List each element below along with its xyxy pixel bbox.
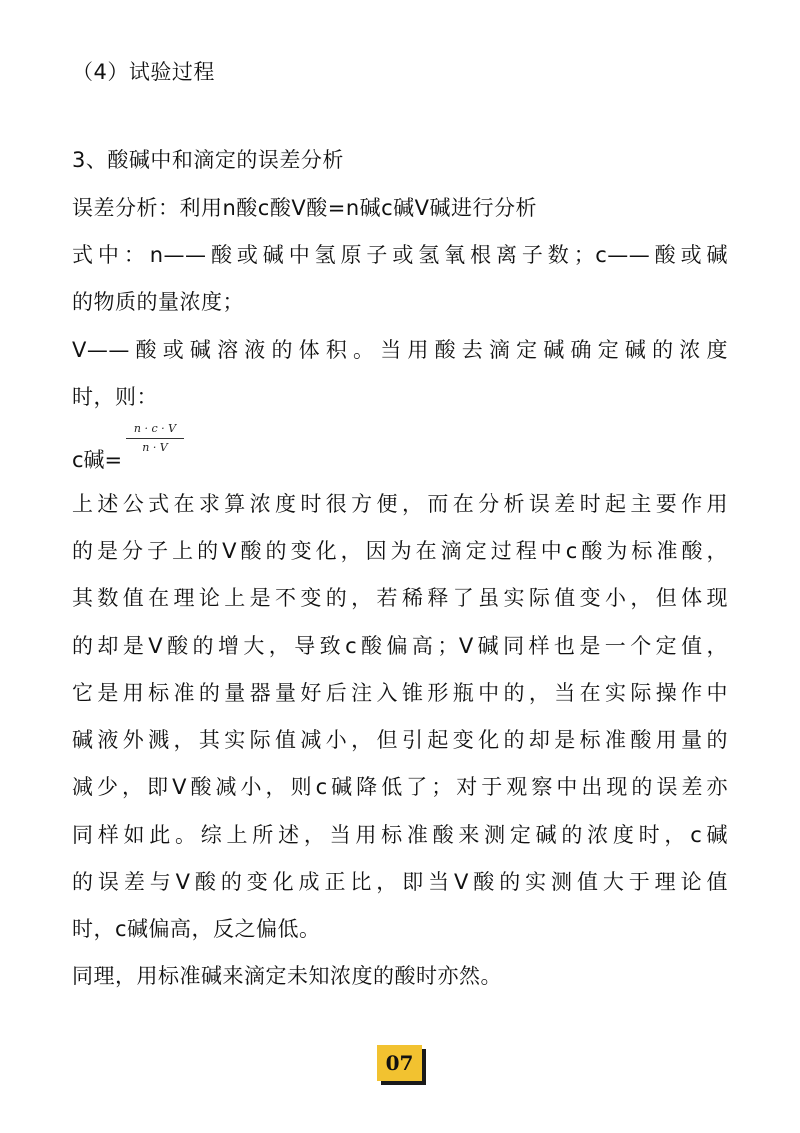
formula-lhs: c碱= bbox=[72, 448, 123, 472]
text-line: 时，则： bbox=[72, 385, 158, 409]
page-number-badge: 07 bbox=[377, 1045, 422, 1081]
paragraph-line: 碱液外溅，其实际值减小，但引起变化的却是标准酸用量的 bbox=[72, 728, 728, 752]
paragraph-line: 减少，即V酸减小，则c碱降低了；对于观察中出现的误差亦 bbox=[72, 775, 728, 799]
concentration-formula bbox=[72, 420, 212, 476]
subsection-heading: （4）试验过程 bbox=[72, 60, 215, 84]
paragraph-line: 时，c碱偏高，反之偏低。 bbox=[72, 917, 321, 941]
closing-line: 同理，用标准碱来滴定未知浓度的酸时亦然。 bbox=[72, 964, 502, 988]
text-line: 误差分析：利用n酸c酸V酸=n碱c碱V碱进行分析 bbox=[72, 196, 538, 220]
text-line: 式中：n——酸或碱中氢原子或氢氧根离子数；c——酸或碱 bbox=[72, 243, 728, 267]
paragraph-line: 它是用标准的量器量好后注入锥形瓶中的，当在实际操作中 bbox=[72, 681, 728, 705]
text-line: 的物质的量浓度； bbox=[72, 290, 244, 314]
paragraph-line: 的误差与V酸的变化成正比，即当V酸的实测值大于理论值 bbox=[72, 870, 728, 894]
paragraph-line: 其数值在理论上是不变的，若稀释了虽实际值变小，但体现 bbox=[72, 586, 728, 610]
paragraph-line: 的是分子上的V酸的变化，因为在滴定过程中c酸为标准酸， bbox=[72, 539, 728, 563]
text-line: V——酸或碱溶液的体积。当用酸去滴定碱确定碱的浓度 bbox=[72, 338, 728, 362]
paragraph-line: 上述公式在求算浓度时很方便，而在分析误差时起主要作用 bbox=[72, 492, 728, 516]
fraction-bar bbox=[126, 438, 184, 439]
formula-denominator: n · V bbox=[142, 441, 168, 454]
formula-numerator: n · c · V bbox=[133, 422, 177, 435]
section-title: 3、酸碱中和滴定的误差分析 bbox=[72, 148, 344, 172]
paragraph-line: 的却是V酸的增大，导致c酸偏高；V碱同样也是一个定值， bbox=[72, 634, 728, 658]
paragraph-line: 同样如此。综上所述，当用标准酸来测定碱的浓度时，c碱 bbox=[72, 823, 728, 847]
